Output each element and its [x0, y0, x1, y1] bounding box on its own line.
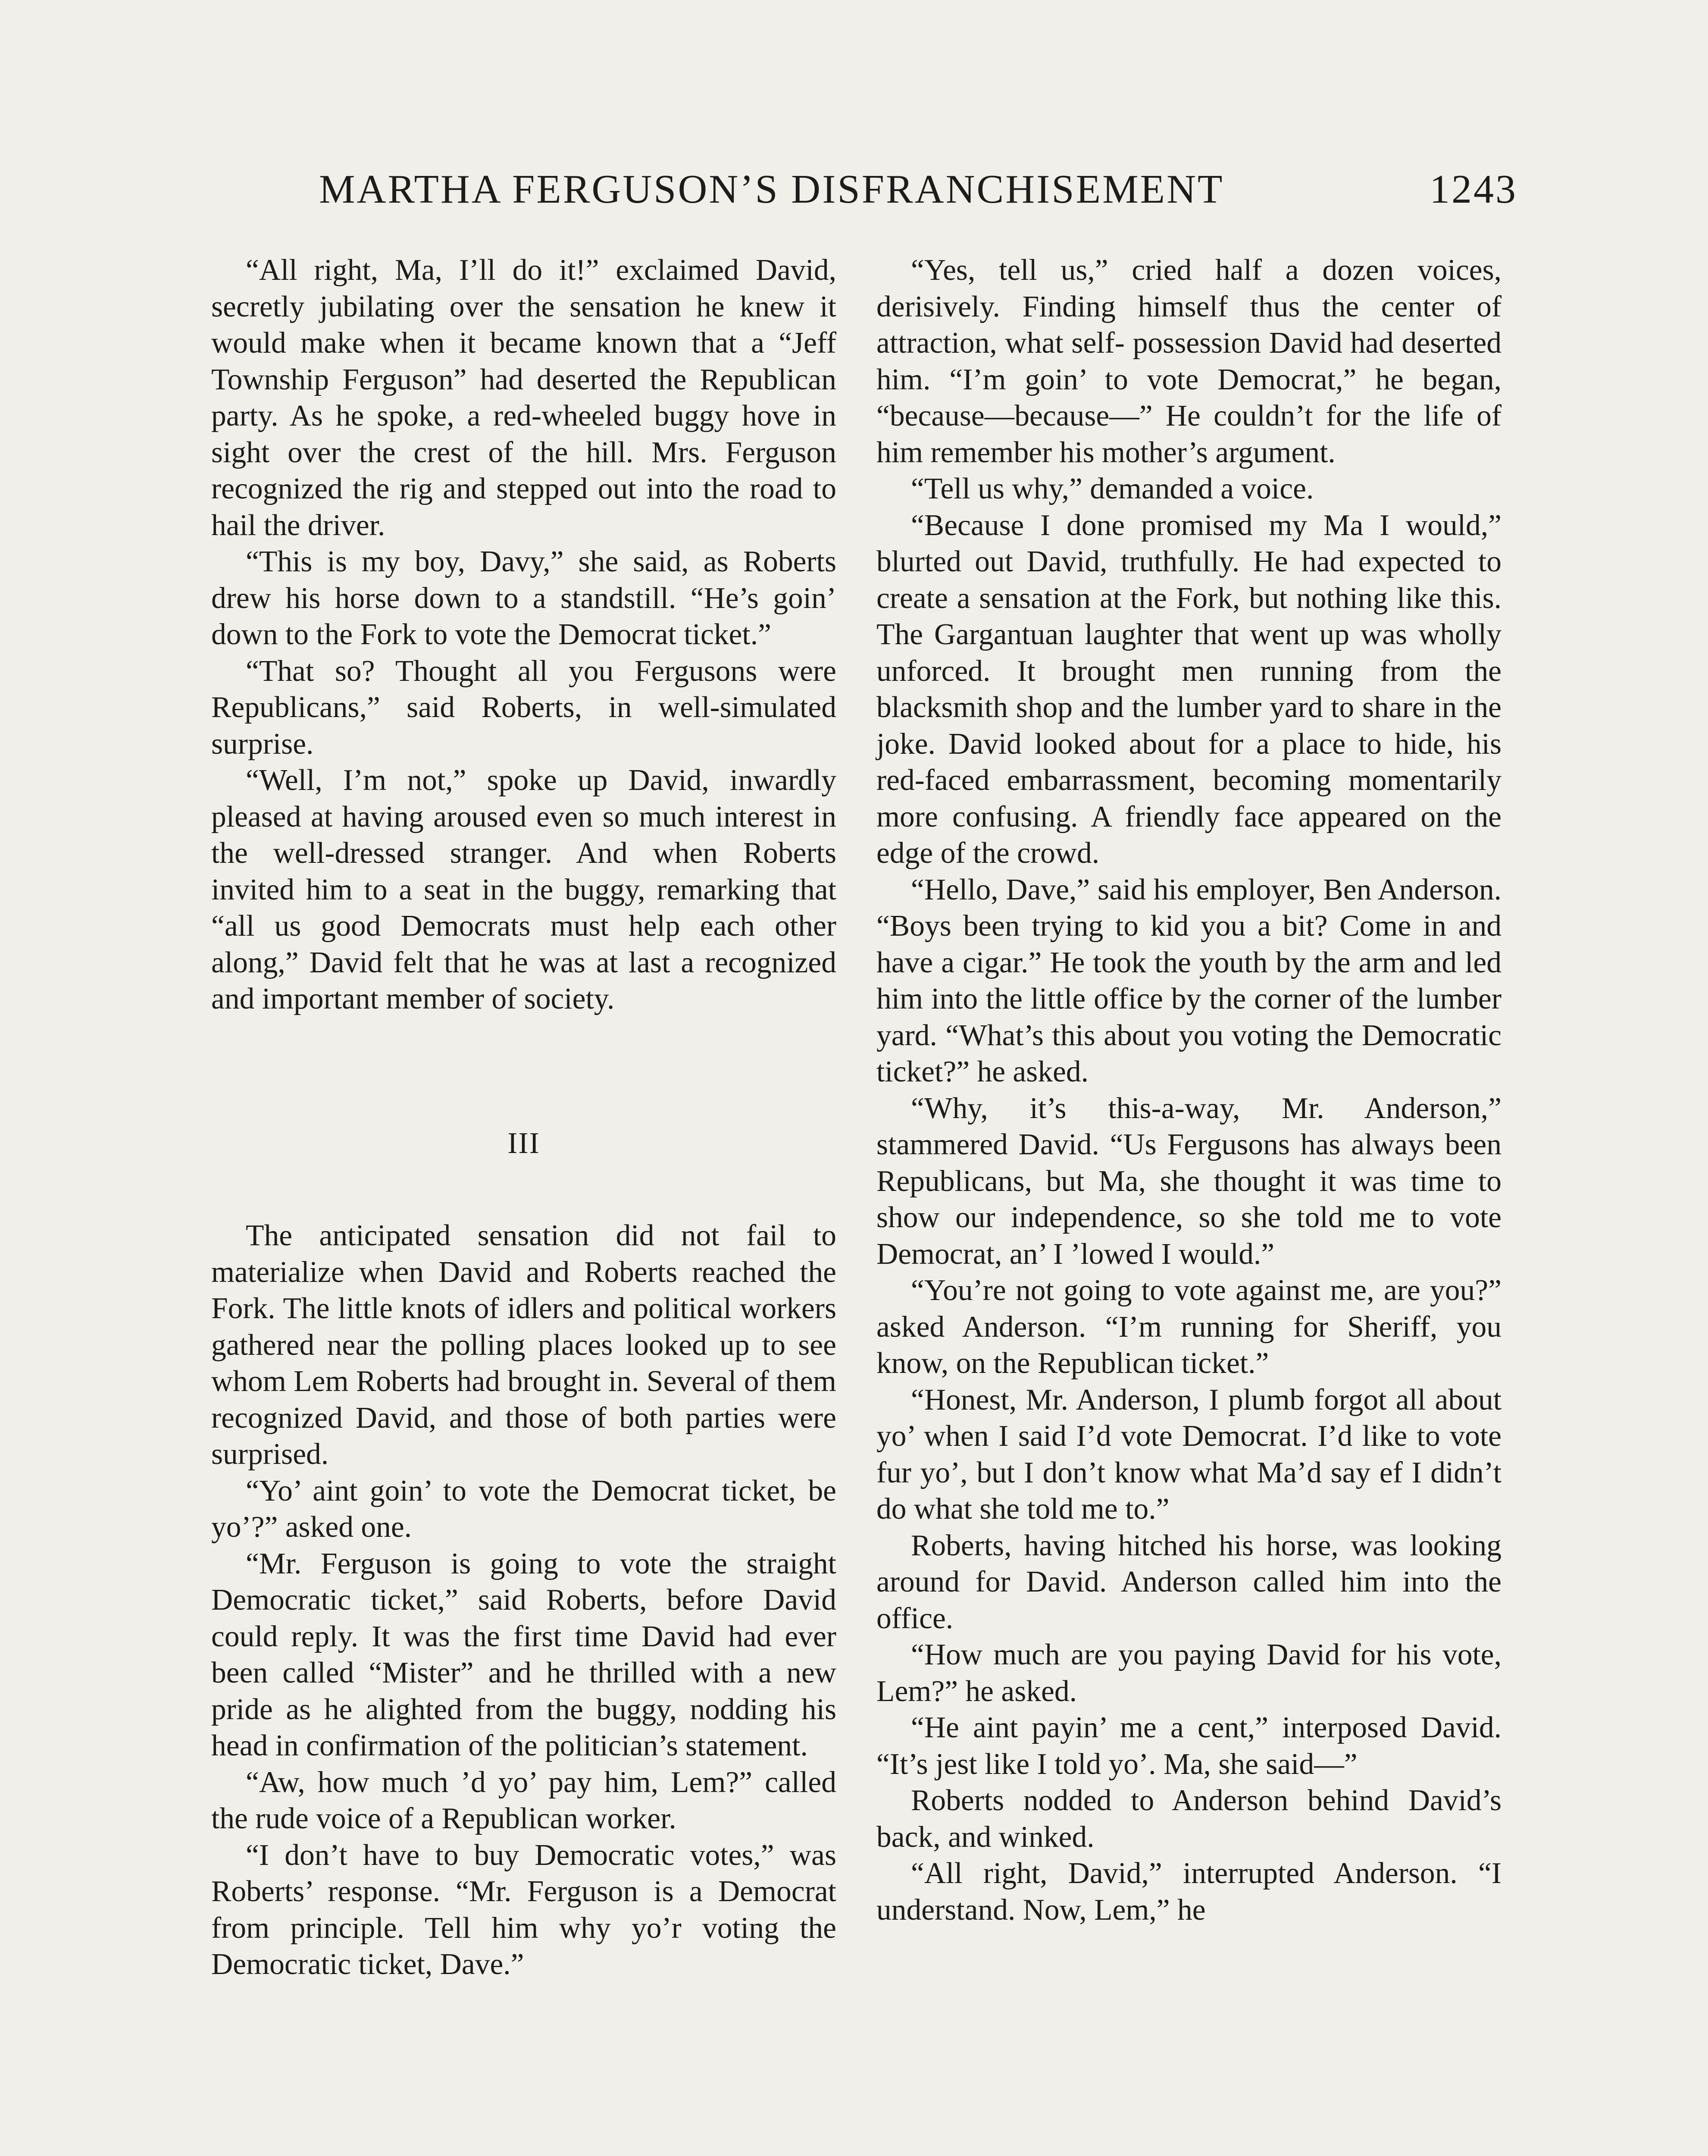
paragraph: “He aint payin’ me a cent,” interposed David. “It’s jest like I told yo’. Ma, she said—” [876, 1711, 1502, 1781]
paragraph: “Hello, Dave,” said his employer, Ben Anderson. “Boys been trying to kid you a bit? Come in and have a cigar.” He took the youth by the arm and led him into the little office by the corner of the lumber yard. “What’s this about you voting the Democratic ticket?” he asked. [876, 873, 1502, 1088]
paragraph: “This is my boy, Davy,” she said, as Roberts drew his horse down to a standstill. “He’s goin’ down to the Fork to vote the Democrat ticket.” [211, 545, 836, 651]
left-column [211, 252, 836, 1983]
paragraph: “Yo’ aint goin’ to vote the Democrat ticket, be yo’?” asked one. [211, 1474, 836, 1544]
paragraph: “Yes, tell us,” cried half a dozen voices, derisively. Finding himself thus the center of attraction, what self- possession David had deserted him. “I’m goin’ to vote Democrat,” he began, “because—because—” He couldn’t for the life of him remember his mother’s argument. [876, 254, 1502, 469]
right-column [876, 252, 1502, 1928]
paragraph: “Tell us why,” demanded a voice. [911, 472, 1314, 505]
header-title: MARTHA FERGUSON’S DISFRANCHISEMENT [319, 167, 1224, 212]
paragraph: “All right, David,” interrupted Anderson. “I understand. Now, Lem,” he [876, 1857, 1502, 1927]
paragraph: “Because I done promised my Ma I would,” blurted out David, truthfully. He had expected to create a sensation at the Fork, but nothing like this. The Gargantuan laughter that went up was wholly unforced. It brought men running from the blacksmith shop and the lumber yard to share in the joke. David looked about for a place to hide, his red-faced embarrassment, becoming momentarily more confusing. A friendly face appeared on the edge of the crowd. [876, 508, 1502, 870]
paragraph: “That so? Thought all you Fergusons were Republicans,” said Roberts, in well-simulated surprise. [211, 654, 836, 761]
paragraph: “Well, I’m not,” spoke up David, inwardly pleased at having aroused even so much interest in the well-dressed stranger. And when Roberts invited him to a seat in the buggy, remarking that “all us good Democrats must help each other along,” David felt that he was at last a recognized and important member of society. [211, 764, 836, 1015]
paragraph: Roberts, having hitched his horse, was looking around for David. Anderson called him into the office. [876, 1529, 1502, 1635]
paragraph: “You’re not going to vote against me, are you?” asked Anderson. “I’m running for Sheriff, you know, on the Republican ticket.” [876, 1274, 1502, 1380]
paragraph: “Why, it’s this-a-way, Mr. Anderson,” stammered David. “Us Fergusons has always been Republicans, but Ma, she thought it was time to show our independence, so she told me to vote Democrat, an’ I ’lowed I would.” [876, 1091, 1502, 1271]
paragraph: The anticipated sensation did not fail to materialize when David and Roberts reached the Fork. The little knots of idlers and political workers gathered near the polling places looked up to see whom Lem Roberts had brought in. Several of them recognized David, and those of both parties were surprised. [211, 1219, 836, 1471]
paragraph: Roberts nodded to Anderson behind David’s back, and winked. [876, 1784, 1502, 1854]
page-number: 1243 [1430, 167, 1517, 212]
paragraph: “How much are you paying David for his vote, Lem?” he asked. [876, 1638, 1502, 1708]
paragraph: “Mr. Ferguson is going to vote the straight Democratic ticket,” said Roberts, before David could reply. It was the first time David had ever been called “Mister” and he thrilled with a new pride as he alighted from the buggy, nodding his head in confirmation of the politician’s statement. [211, 1547, 836, 1762]
running-header [319, 166, 1517, 231]
paragraph: “Honest, Mr. Anderson, I plumb forgot all about yo’ when I said I’d vote Democrat. I’d like to vote fur yo’, but I don’t know what Ma’d say ef I didn’t do what she told me to.” [876, 1383, 1502, 1526]
paragraph: “Aw, how much ’d yo’ pay him, Lem?” called the rude voice of a Republican worker. [211, 1765, 836, 1835]
paragraph: “I don’t have to buy Democratic votes,” was Roberts’ response. “Mr. Ferguson is a Democrat from principle. Tell him why yo’r voting the Democratic ticket, Dave.” [211, 1838, 836, 1981]
section-heading: III [507, 1126, 540, 1160]
paragraph: “All right, Ma, I’ll do it!” exclaimed David, secretly jubilating over the sensation he knew it would make when it became known that a “Jeff Township Ferguson” had deserted the Republican party. As he spoke, a red-wheeled buggy hove in sight over the crest of the hill. Mrs. Ferguson recognized the rig and stepped out into the road to hail the driver. [211, 254, 836, 542]
